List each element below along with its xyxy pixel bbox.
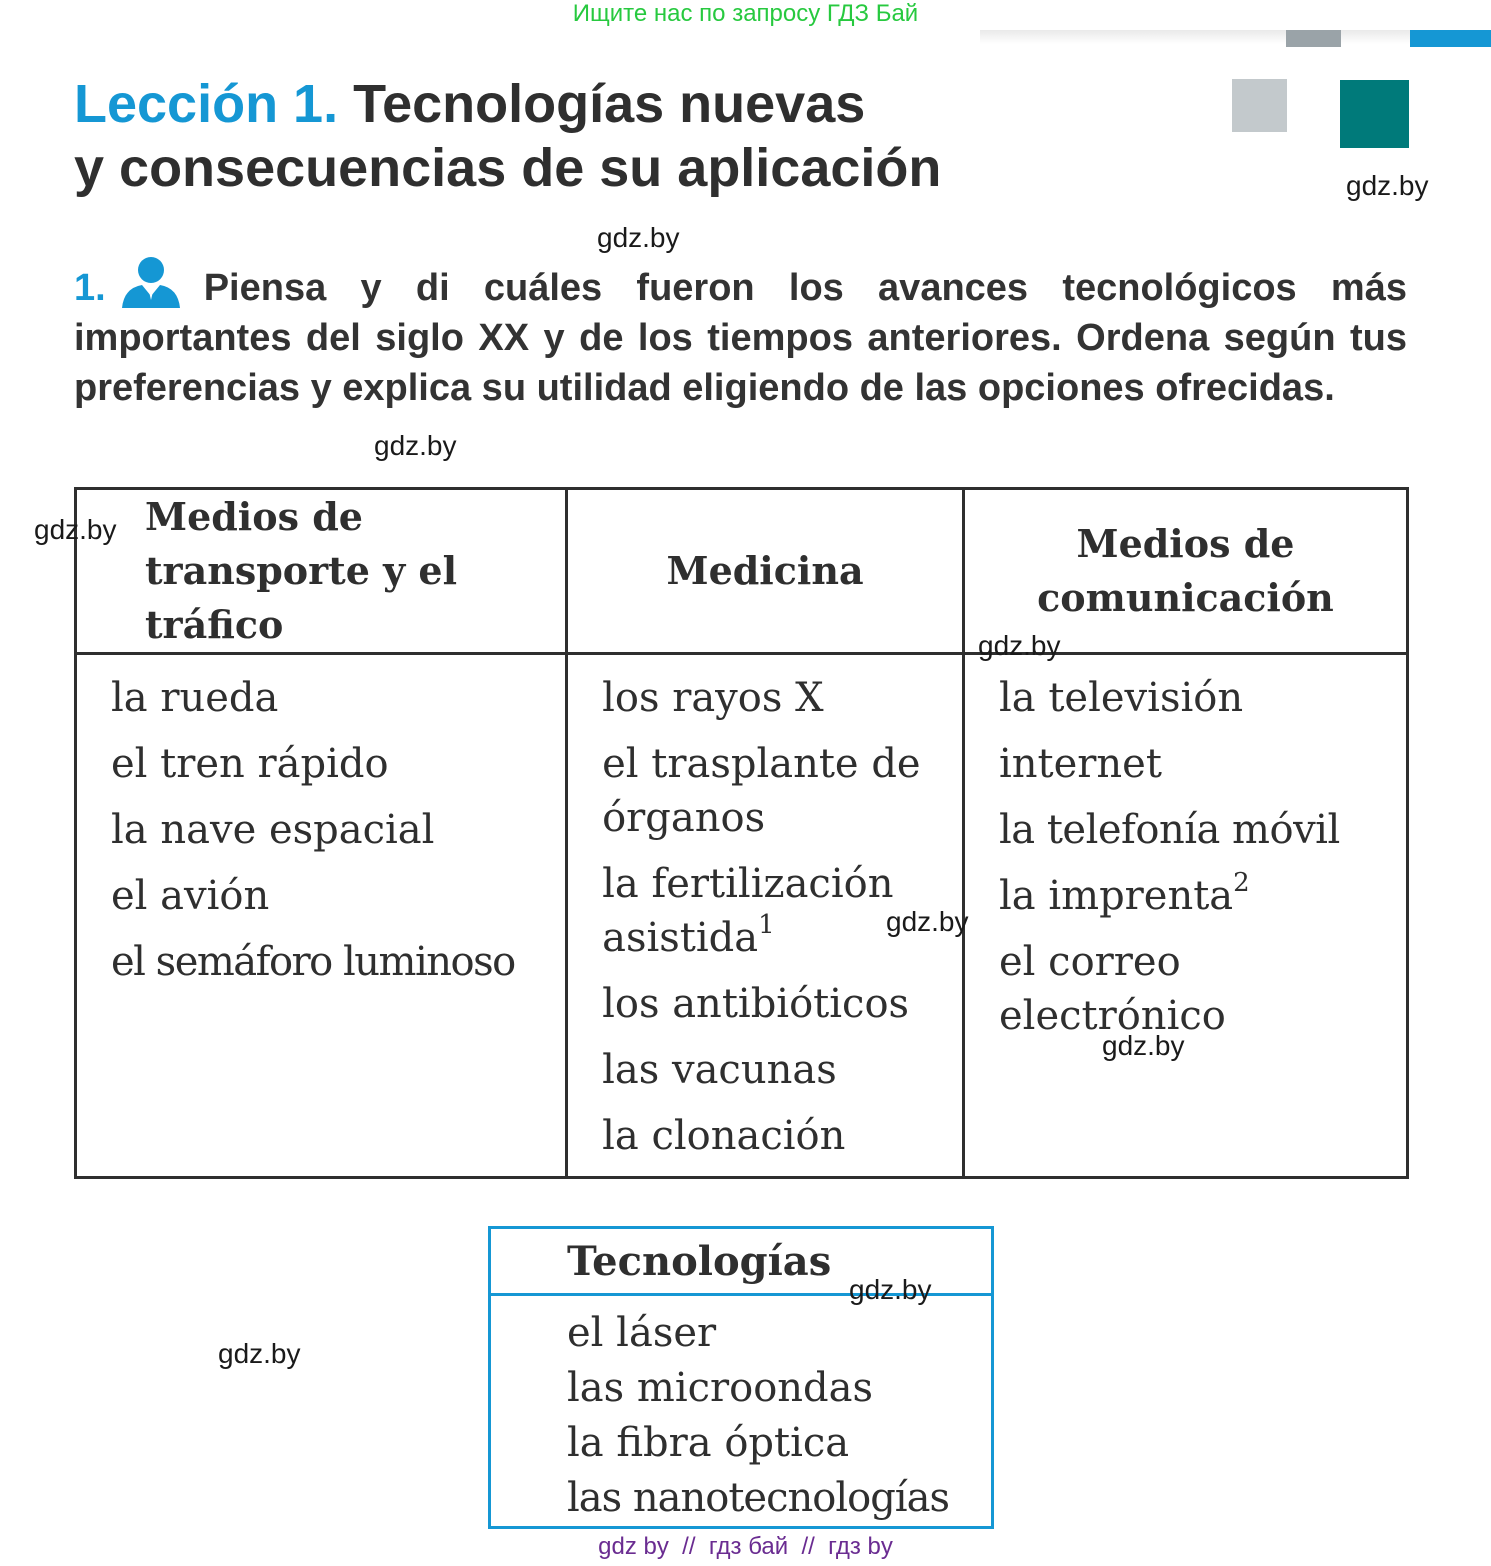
watermark: gdz.by — [34, 514, 117, 545]
list-item: el semáforo luminoso — [111, 939, 515, 985]
list-item: la clonación — [602, 1113, 846, 1159]
watermark: gdz.by — [849, 1274, 932, 1305]
watermark: gdz.by — [374, 430, 457, 461]
list-item: los antibióticos — [602, 981, 910, 1027]
list-item: el correo electrónico — [998, 939, 1226, 1039]
list-item: las nanotecnologías — [567, 1475, 949, 1521]
list-item: la fibra óptica — [567, 1420, 850, 1466]
watermark: gdz.by — [218, 1338, 301, 1369]
header-blue-bar — [1410, 30, 1491, 47]
column-header-medicine — [567, 489, 964, 654]
list-item: el avión — [111, 873, 270, 919]
column-header-communication — [963, 489, 1407, 654]
person-icon — [120, 256, 182, 308]
footnote-mark: 2 — [1233, 867, 1250, 898]
watermark: gdz.by — [1102, 1030, 1185, 1061]
task-instruction — [74, 256, 1407, 413]
lesson-title — [74, 72, 941, 200]
task-number: 1. — [74, 267, 106, 309]
list-item: las vacunas — [602, 1047, 837, 1093]
technology-table — [74, 487, 1409, 1179]
header-gray-bar — [1286, 30, 1341, 47]
list-item: la nave espacial — [111, 807, 435, 853]
column-header-text: Medios de transporte y el tráfico — [145, 494, 458, 647]
search-banner: Ищите нас по запросу ГДЗ Бай — [572, 0, 919, 27]
watermark: gdz.by — [886, 906, 969, 937]
list-item: el láser — [567, 1310, 717, 1356]
tech-box-header: Tecnologías — [490, 1228, 993, 1295]
decorative-teal-square — [1340, 80, 1409, 148]
lesson-label: Lección 1. — [74, 74, 339, 134]
watermark: gdz.by — [978, 630, 1061, 661]
watermark: gdz.by — [597, 222, 680, 253]
list-item: las microondas — [567, 1365, 874, 1411]
column-header-text: Medios de comunicación — [1037, 521, 1334, 620]
tech-box-body — [490, 1295, 993, 1528]
list-item: los rayos X — [602, 675, 824, 721]
decorative-gray-square — [1232, 79, 1287, 132]
footnote-mark: 1 — [758, 909, 775, 940]
list-item: el trasplante de órganos — [602, 741, 921, 841]
list-item — [999, 869, 1406, 923]
list-item: el tren rápido — [111, 741, 389, 787]
column-communication — [963, 654, 1407, 1178]
list-item-text: la imprenta — [998, 873, 1234, 919]
list-item: la telefonía móvil — [998, 807, 1340, 853]
lesson-title-line1: Tecnologías nuevas — [353, 74, 866, 134]
lesson-title-line2: y consecuencias de su aplicación — [74, 138, 942, 198]
list-item: la televisión — [998, 675, 1244, 721]
column-transport — [76, 654, 567, 1178]
list-item: la rueda — [111, 675, 279, 721]
watermark: gdz.by — [1346, 170, 1429, 201]
column-header-transport — [76, 489, 567, 654]
list-item-text: la fertilización asistida — [602, 861, 894, 961]
column-header-text: Medicina — [666, 548, 864, 593]
task-text: Piensa y di cuáles fueron los avances tecnológicos más importantes del siglo XX y de los tiempos anteriores. Ordena según tus preferencias y explica su utilidad eligiendo de las opciones ofrecidas. — [74, 267, 1407, 409]
list-item: internet — [998, 741, 1162, 787]
footer-links: gdz by // гдз бай // гдз by — [598, 1533, 893, 1560]
technologies-box — [488, 1226, 994, 1529]
